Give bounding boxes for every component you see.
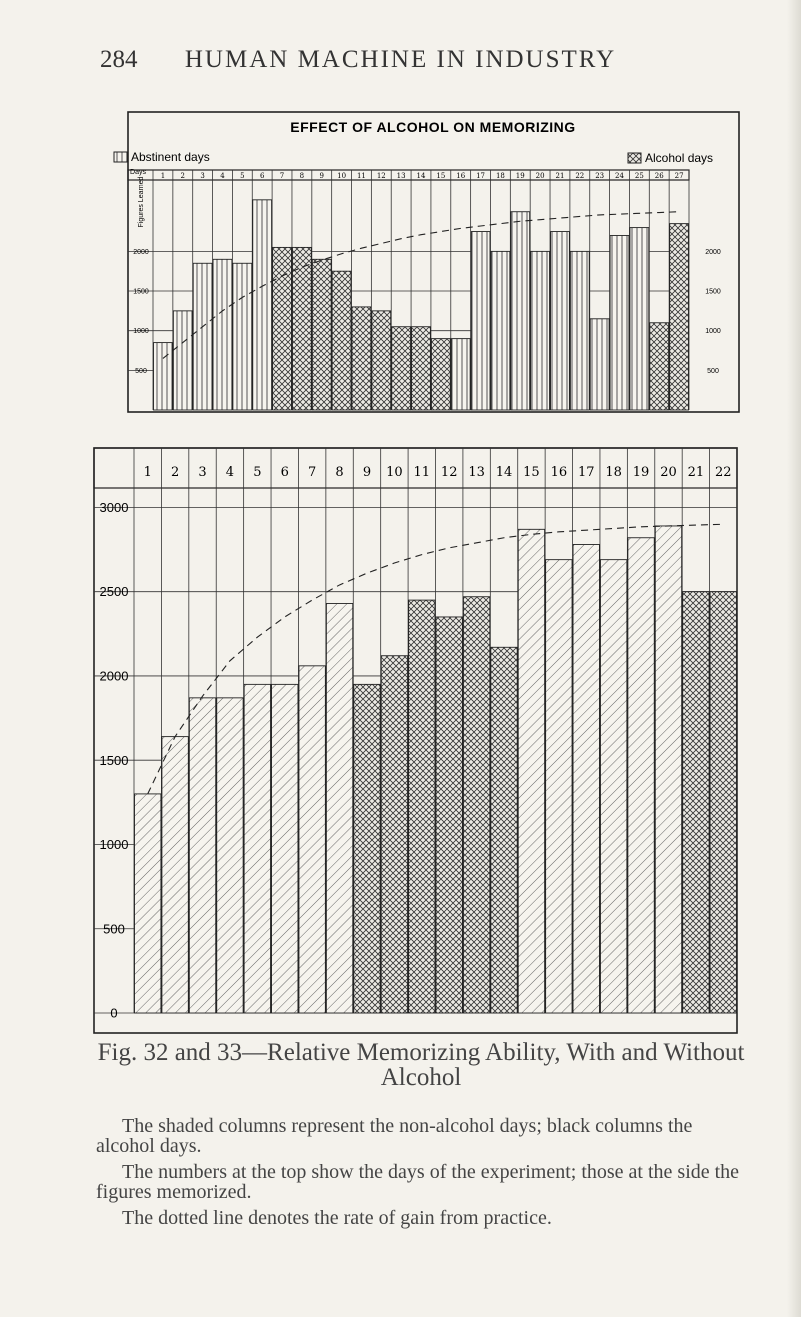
day-label: 9	[362, 465, 372, 480]
bar-alcohol-day	[372, 311, 391, 410]
bar-abstinent-day	[217, 698, 243, 1013]
day-label: 8	[299, 172, 305, 180]
bar-abstinent-day	[272, 684, 298, 1013]
bar-abstinent-day	[173, 311, 192, 410]
bar-abstinent-day	[162, 737, 188, 1013]
bar-abstinent-day	[326, 603, 352, 1013]
page-number: 284	[100, 46, 138, 73]
day-label: 5	[253, 465, 262, 480]
bar-alcohol-day	[710, 592, 736, 1013]
y-tick-label-right: 1500	[705, 288, 721, 296]
bar-abstinent-day	[573, 544, 599, 1013]
day-label: 7	[308, 465, 317, 480]
bar-alcohol-day	[650, 323, 669, 410]
bar-abstinent-day	[299, 666, 325, 1013]
bar-abstinent-day	[610, 236, 629, 410]
bar-abstinent-day	[193, 263, 212, 410]
chart-bottom	[94, 448, 737, 1033]
day-label: 17	[476, 172, 486, 180]
bar-alcohol-day	[312, 259, 331, 410]
bar-abstinent-day	[135, 794, 161, 1013]
day-label: 21	[555, 172, 565, 180]
y-tick-label: 1000	[99, 837, 129, 853]
bar-alcohol-day	[670, 224, 689, 410]
day-label: 14	[495, 465, 513, 480]
day-label: 12	[376, 172, 386, 180]
day-label: 12	[440, 465, 458, 480]
day-label: 6	[259, 172, 265, 180]
day-label: 19	[515, 172, 525, 180]
day-label: 18	[605, 465, 622, 480]
day-label: 27	[674, 172, 684, 180]
y-tick-label: 0	[110, 1005, 118, 1021]
day-label: 23	[595, 172, 605, 180]
y-tick-label: 1000	[133, 328, 149, 336]
y-tick-label: 3000	[99, 499, 129, 515]
day-label: 3	[200, 172, 205, 180]
bar-abstinent-day	[451, 339, 470, 410]
bar-abstinent-day	[154, 343, 173, 410]
bar-abstinent-day	[233, 263, 252, 410]
day-label: 4	[220, 172, 225, 180]
y-tick-label: 500	[103, 921, 125, 937]
bar-alcohol-day	[273, 247, 292, 410]
day-label: 14	[416, 172, 426, 180]
day-header-row	[128, 170, 689, 180]
bar-abstinent-day	[551, 232, 570, 410]
day-label: 4	[225, 465, 235, 480]
day-label: 7	[279, 172, 285, 180]
chart-top-days-header: Days	[130, 169, 146, 176]
bar-abstinent-day	[244, 684, 270, 1013]
legend-alcohol-label: Alcohol days	[645, 151, 714, 165]
bar-abstinent-day	[546, 560, 572, 1013]
bar-alcohol-day	[683, 592, 709, 1013]
bar-abstinent-day	[630, 228, 649, 410]
day-label: 17	[577, 465, 595, 480]
bar-alcohol-day	[354, 684, 380, 1013]
running-head-title: HUMAN MACHINE IN INDUSTRY	[184, 46, 617, 73]
bar-abstinent-day	[518, 529, 544, 1013]
y-tick-label: 2000	[133, 248, 149, 256]
bar-abstinent-day	[628, 538, 654, 1013]
bar-abstinent-day	[213, 259, 232, 410]
day-label: 15	[436, 172, 446, 180]
day-label: 10	[337, 172, 347, 180]
day-label: 16	[550, 465, 568, 480]
day-label: 11	[413, 465, 431, 480]
day-label: 16	[456, 172, 466, 180]
day-label: 2	[170, 465, 180, 480]
bar-abstinent-day	[491, 251, 510, 410]
day-label: 20	[660, 465, 677, 480]
day-label: 2	[180, 172, 186, 180]
bar-abstinent-day	[600, 560, 626, 1013]
y-tick-label: 1500	[99, 752, 129, 768]
bar-abstinent-day	[189, 698, 215, 1013]
day-label: 22	[575, 172, 585, 180]
bar-abstinent-day	[531, 251, 550, 410]
note-numbers: The numbers at the top show the days of the experiment; those at the side the figures memorized.	[96, 1161, 740, 1203]
bar-alcohol-day	[409, 600, 435, 1013]
bar-abstinent-day	[253, 200, 272, 410]
day-label: 20	[535, 172, 545, 180]
day-label: 13	[396, 172, 406, 180]
day-label: 19	[632, 465, 650, 480]
bar-alcohol-day	[412, 327, 431, 410]
bar-alcohol-day	[381, 656, 407, 1013]
legend-abstinent-swatch	[114, 152, 127, 162]
bar-alcohol-day	[463, 597, 489, 1013]
y-tick-label-right: 500	[707, 367, 719, 375]
chart-top-ylabel: Figures Learned	[138, 176, 145, 228]
day-label: 11	[356, 172, 366, 180]
y-tick-label: 2000	[99, 668, 129, 684]
bar-abstinent-day	[511, 212, 530, 410]
caption-block	[96, 1040, 746, 1234]
bar-alcohol-day	[436, 617, 462, 1013]
bar-abstinent-day	[590, 319, 609, 410]
bar-alcohol-day	[392, 327, 411, 410]
bar-abstinent-day	[570, 251, 589, 410]
chart-top-title: EFFECT OF ALCOHOL ON MEMORIZING	[290, 119, 576, 135]
y-tick-label-right: 2000	[705, 248, 721, 256]
y-tick-label: 2500	[99, 584, 129, 600]
bar-alcohol-day	[292, 247, 311, 410]
day-label: 3	[198, 465, 207, 480]
bar-abstinent-day	[655, 526, 681, 1013]
legend-alcohol	[628, 151, 713, 165]
day-label: 13	[468, 465, 485, 480]
bar-abstinent-day	[471, 232, 490, 410]
day-label: 18	[495, 172, 505, 180]
y-tick-label-right: 1000	[705, 328, 721, 336]
figure-notes	[96, 1116, 746, 1228]
day-label: 21	[687, 465, 705, 480]
bar-alcohol-day	[491, 647, 517, 1013]
day-label: 1	[160, 172, 166, 180]
note-dotted-line: The dotted line denotes the rate of gain from practice.	[122, 1207, 552, 1229]
day-label: 15	[523, 465, 540, 480]
chart-top	[114, 112, 739, 412]
day-label: 25	[634, 172, 644, 180]
day-label: 24	[615, 172, 624, 180]
day-label: 6	[280, 465, 289, 480]
legend-alcohol-swatch	[628, 153, 641, 163]
legend-abstinent-label: Abstinent days	[131, 150, 210, 164]
figure-caption: Fig. 32 and 33—Relative Memorizing Ability, With and Without Alcohol	[97, 1039, 745, 1091]
day-label: 1	[143, 465, 152, 480]
day-label: 9	[319, 172, 324, 180]
bar-alcohol-day	[431, 339, 450, 410]
day-label: 10	[386, 465, 403, 480]
page-edge-shadow	[787, 0, 801, 1317]
bar-alcohol-day	[332, 271, 351, 410]
y-tick-label: 1500	[133, 288, 149, 296]
note-shading: The shaded columns represent the non-alcohol days; black columns the alcohol days.	[96, 1115, 693, 1157]
bar-alcohol-day	[352, 307, 371, 410]
day-label: 8	[335, 465, 344, 480]
chart-top-bars	[154, 200, 689, 410]
day-label: 22	[715, 465, 732, 480]
y-tick-label: 500	[135, 367, 147, 375]
day-label: 26	[654, 172, 664, 180]
day-label: 5	[240, 172, 245, 180]
